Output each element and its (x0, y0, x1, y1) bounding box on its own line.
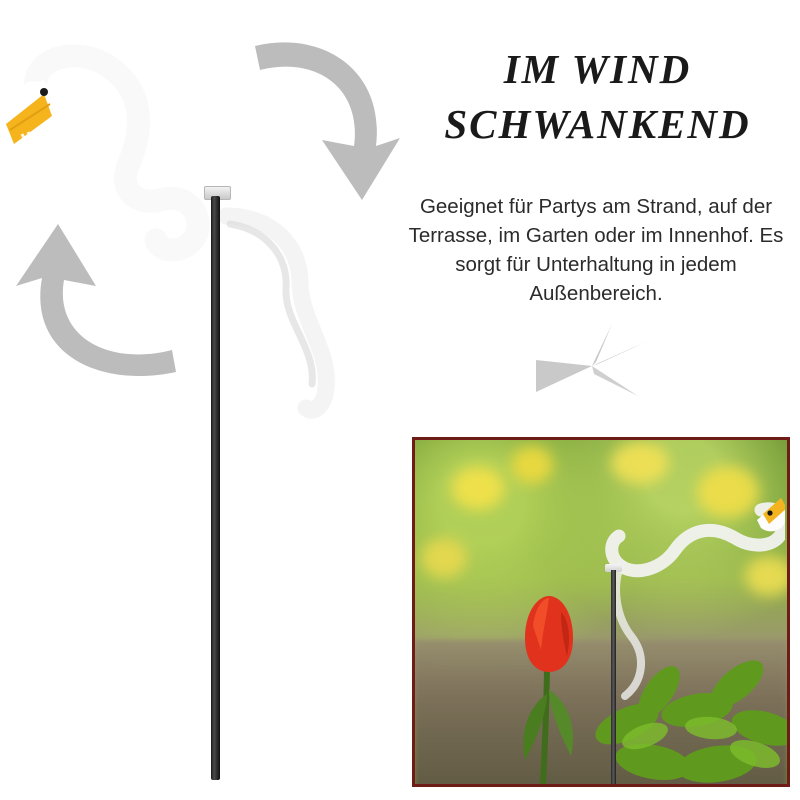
headline-line-1: IM WIND (503, 46, 692, 92)
bokeh-flower (421, 538, 467, 578)
photo-bird-stake (565, 468, 785, 768)
description-text: Geeignet für Partys am Strand, auf der Terrasse, im Garten oder im Innenhof. Es sorgt für Unterhaltung in jedem Außenbereich. (408, 195, 784, 306)
headline-line-2: SCHWANKEND (444, 101, 751, 148)
product-pole (211, 196, 220, 780)
page-title (400, 42, 795, 153)
bird-illustration (0, 20, 400, 440)
pinwheel-icon (528, 318, 658, 418)
lifestyle-photo (412, 437, 790, 787)
bokeh-flower (511, 446, 553, 484)
photo-pole (611, 570, 616, 785)
bokeh-flower (451, 466, 505, 510)
